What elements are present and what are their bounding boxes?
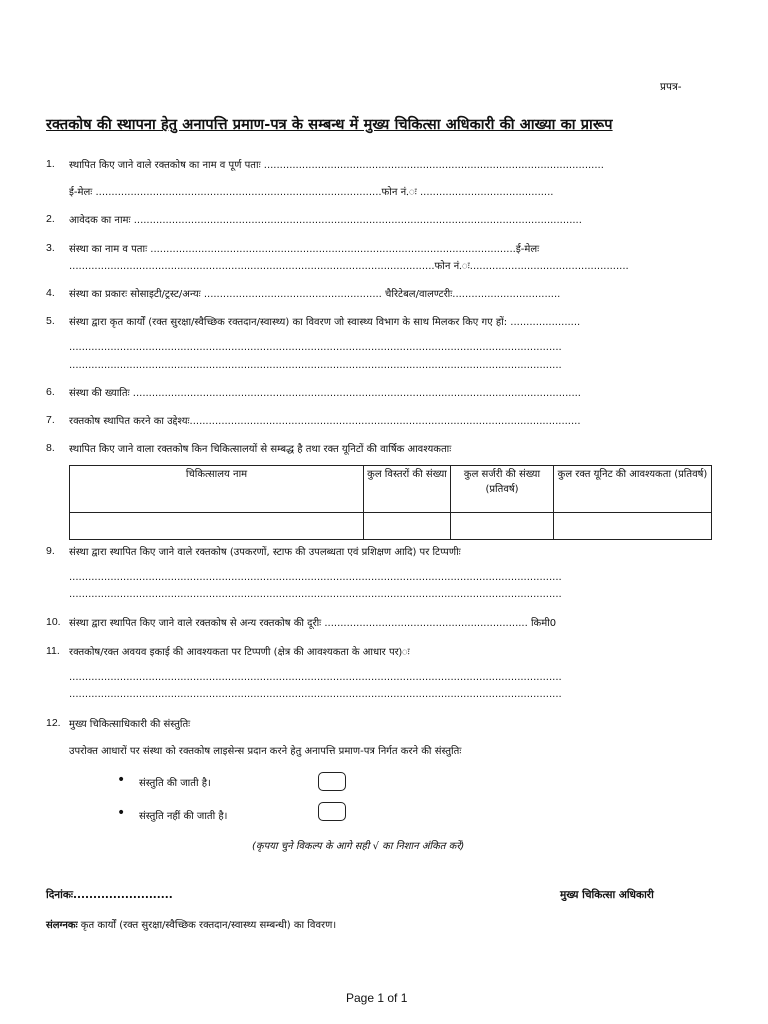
signatory-title: मुख्य चिकित्सा अधिकारी <box>560 889 654 901</box>
table-header-hospital-name: चिकित्सालय नाम <box>70 466 364 513</box>
table-header-blood-units: कुल रक्त यूनिट की आवश्यकता (प्रतिवर्ष) <box>554 466 712 513</box>
option-not-recommended-label: संस्तुति नहीं की जाती है। <box>139 811 228 822</box>
item-12-text: मुख्य चिकित्साधिकारी की संस्तुतिः <box>69 719 191 730</box>
item-number-9: 9. <box>46 545 55 557</box>
item-number-11: 11. <box>46 645 60 657</box>
dotted-line: ........................................................................................................................................................... <box>69 672 562 683</box>
table-header-beds: कुल विस्तरों की संख्या <box>364 466 451 513</box>
recommended-checkbox[interactable] <box>318 772 346 791</box>
item-1-email-phone: ई-मेलः ..........................................................................................फोन नं.ः .......................................... <box>69 187 554 198</box>
item-8-text: स्थापित किए जाने वाला रक्तकोष किन चिकित्सालयों से सम्बद्ध है तथा रक्त यूनिटों की वार्षिक आवश्यकताः <box>69 444 452 455</box>
dotted-line: ........................................................................................................................................................... <box>69 572 562 583</box>
option-recommended-label: संस्तुति की जाती है। <box>139 778 211 789</box>
table-cell[interactable] <box>70 513 364 540</box>
item-2-text: आवेदक का नामः ............................................................................................................................................. <box>69 215 582 226</box>
item-3-phone: ...................................................................................................................फोन नं.ः.................................................. <box>69 261 629 272</box>
item-12-subtext: उपरोक्त आधारों पर संस्था को रक्तकोष लाइसेन्स प्रदान करने हेतु अनापत्ति प्रमाण-पत्र निर्गत करने की संस्तुतिः <box>69 746 462 757</box>
item-10-text: संस्था द्वारा स्थापित किए जाने वाले रक्तकोष से अन्य रक्तकोष की दूरीः ................................................................ किमी0 <box>69 618 557 629</box>
dotted-line: ........................................................................................................................................................... <box>69 589 562 600</box>
item-11-text: रक्तकोष/रक्त अवयव इकाई की आवश्यकता पर टिप्पणी (क्षेत्र की आवश्यकता के आधार पर)ः <box>69 647 410 658</box>
page-title: रक्तकोष की स्थापना हेतु अनापत्ति प्रमाण-पत्र के सम्बन्ध में मुख्य चिकित्सा अधिकारी की आख्या का प्रारूप <box>46 117 613 133</box>
item-number-5: 5. <box>46 315 55 327</box>
attachment-label: संलग्नकः <box>46 920 78 931</box>
item-7-text: रक्तकोष स्थापित करने का उद्देश्यः........................................................................................................................... <box>69 416 581 427</box>
item-number-10: 10. <box>46 616 61 628</box>
item-number-12: 12. <box>46 717 61 729</box>
dotted-line: ........................................................................................................................................................... <box>69 342 562 353</box>
item-number-7: 7. <box>46 414 55 426</box>
item-number-4: 4. <box>46 287 55 299</box>
page-number: Page 1 of 1 <box>346 991 408 1005</box>
dotted-line: ........................................................................................................................................................... <box>69 360 562 371</box>
not-recommended-checkbox[interactable] <box>318 802 346 821</box>
item-1-text: स्थापित किए जाने वाले रक्तकोष का नाम व पूर्ण पताः ........................................................................................................... <box>69 160 604 171</box>
item-6-text: संस्था की ख्यातिः ............................................................................................................................................. <box>69 388 581 399</box>
attachment-text: कृत कार्यों (रक्त सुरक्षा/स्वैच्छिक रक्तदान/स्वास्थ्य सम्बन्धी) का विवरण। <box>80 920 337 931</box>
table-cell[interactable] <box>364 513 451 540</box>
item-number-3: 3. <box>46 242 55 254</box>
item-number-1: 1. <box>46 158 55 170</box>
bullet-icon: • <box>117 772 126 788</box>
date-field: दिनांकः......................... <box>46 889 173 901</box>
table-row <box>70 513 712 540</box>
item-number-2: 2. <box>46 213 55 225</box>
table-header-row <box>70 466 712 513</box>
item-4-text: संस्था का प्रकारः सोसाइटी/ट्रस्ट/अन्यः ........................................................ चैरिटेबल/वालण्टरीः.................................. <box>69 289 561 300</box>
form-label: प्रपत्र- <box>660 81 682 93</box>
table-header-surgeries: कुल सर्जरी की संख्या (प्रतिवर्ष) <box>451 466 554 513</box>
table-cell[interactable] <box>554 513 712 540</box>
attachment-note <box>46 917 336 931</box>
item-3-text: संस्था का नाम व पताः ...................................................................................................................ई-मेलः <box>69 244 540 255</box>
checkmark-instruction: (कृपया चुने विकल्प के आगे सही √ का निशान अंकित करें) <box>252 841 465 852</box>
item-9-text: संस्था द्वारा स्थापित किए जाने वाले रक्तकोष (उपकरणों, स्टाफ की उपलब्धता एवं प्रशिक्षण आदि) पर टिप्पणीः <box>69 547 461 558</box>
dotted-line: ........................................................................................................................................................... <box>69 689 562 700</box>
item-number-8: 8. <box>46 442 55 454</box>
bullet-icon: • <box>117 805 126 821</box>
hospital-requirement-table <box>69 465 712 540</box>
item-5-text: संस्था द्वारा कृत कार्यों (रक्त सुरक्षा/स्वैच्छिक रक्तदान/स्वास्थ्य) का विवरण जो स्वास्थ्य विभाग के साथ मिलकर किए गए हों: ...................... <box>69 317 581 328</box>
item-number-6: 6. <box>46 386 55 398</box>
table-cell[interactable] <box>451 513 554 540</box>
